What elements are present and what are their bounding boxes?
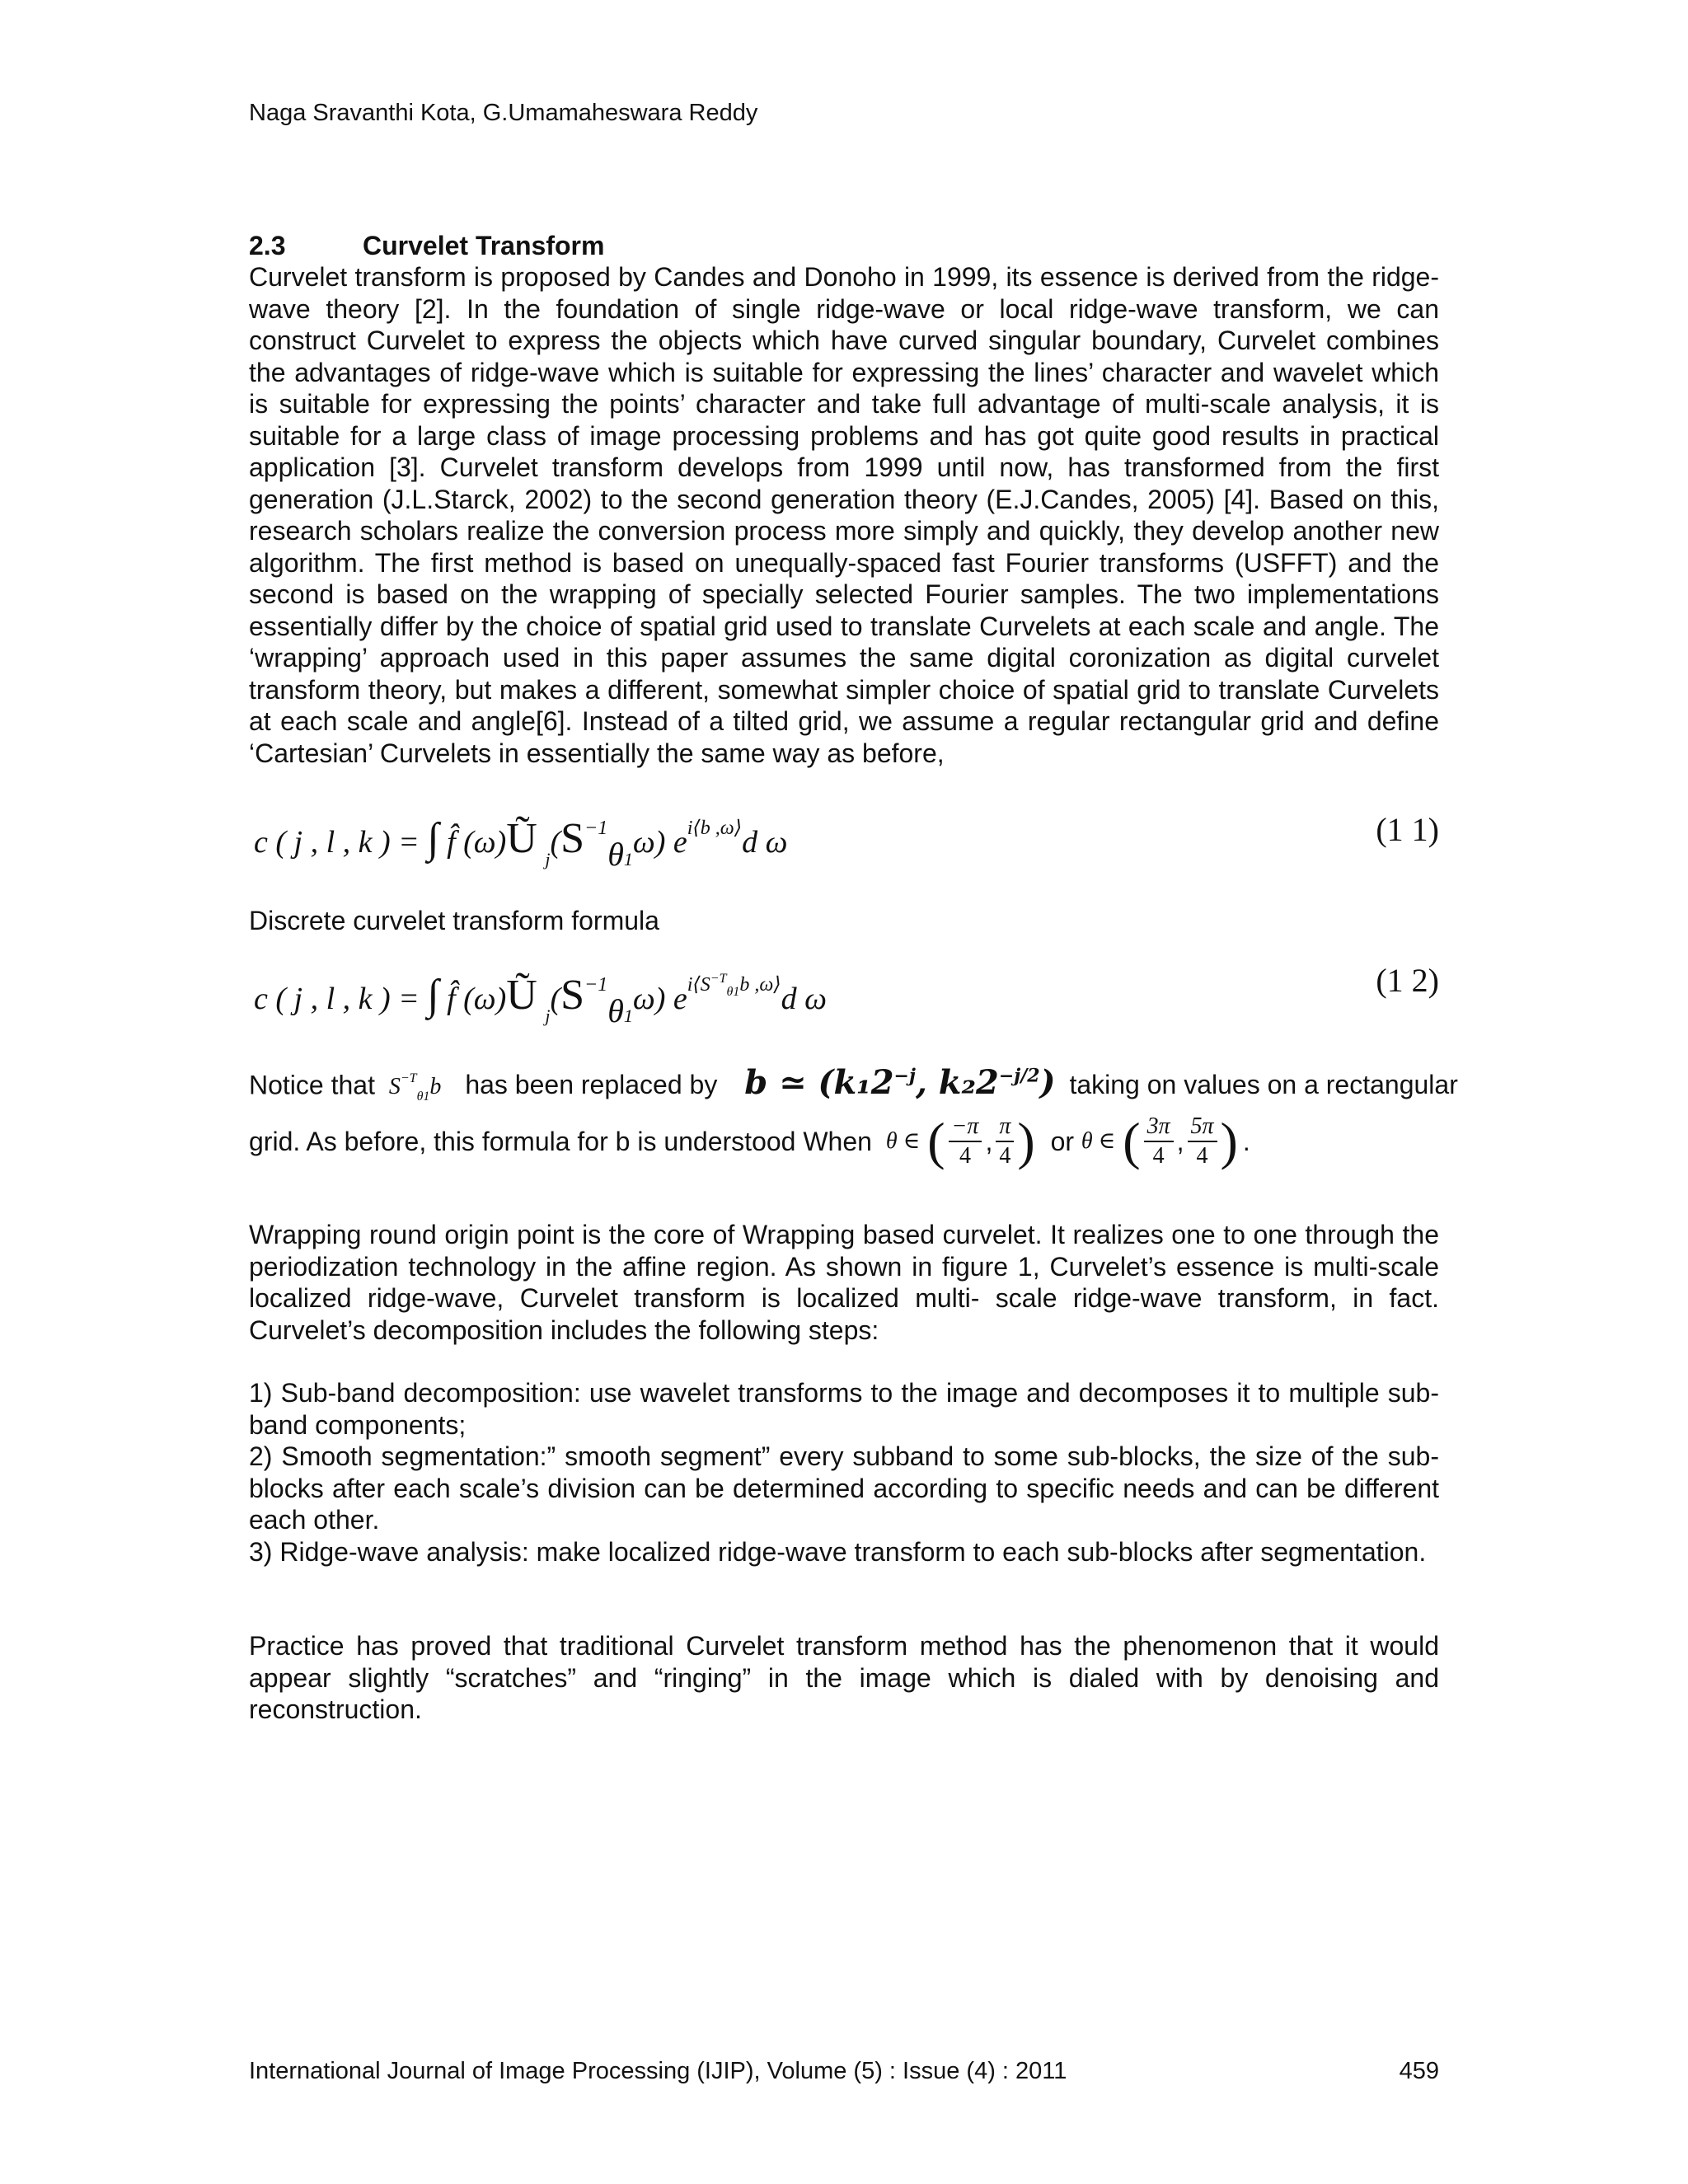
notice-line-2 bbox=[249, 1113, 1439, 1179]
open-paren-1: ( bbox=[927, 1112, 945, 1170]
intro-paragraph bbox=[249, 261, 1439, 769]
equation-11-number: (1 1) bbox=[1376, 811, 1439, 848]
discrete-label bbox=[249, 905, 1439, 937]
practice-paragraph bbox=[249, 1630, 1439, 1726]
eq12-exp-sub: θ1 bbox=[726, 985, 740, 999]
frac4-bot: 4 bbox=[1196, 1143, 1208, 1169]
eq12-integral: ∫ bbox=[427, 972, 439, 1019]
eq12-exp-head: i⟨S bbox=[687, 974, 710, 996]
eq12-open: ( bbox=[550, 982, 561, 1016]
comma-1: , bbox=[985, 1127, 993, 1156]
notice-or: or bbox=[1050, 1127, 1075, 1156]
fraction-5pi-4 bbox=[1188, 1113, 1217, 1170]
frac3-bot: 4 bbox=[1152, 1143, 1165, 1169]
theta-in-1: θ ∈ bbox=[885, 1128, 921, 1154]
wrapping-text: Wrapping round origin point is the core of Wrapping based curvelet. It realizes one to one through the periodization technology in the affine region. As shown in figure 1, Curvelet’s essence is multi-scale localized ridge-wave, Curvelet transform is localized multi- scale ridge-wave transform, in fact. Curvelet’s decomposition includes the following steps: bbox=[249, 1220, 1439, 1345]
frac1-top: −π bbox=[949, 1113, 982, 1142]
step-3: 3) Ridge-wave analysis: make localized ridge-wave transform to each sub-blocks after segmentation. bbox=[249, 1536, 1427, 1567]
b-formula-exp2: −j/2 bbox=[998, 1066, 1040, 1087]
frac4-top: 5π bbox=[1188, 1113, 1217, 1142]
notice-s-term bbox=[388, 1071, 442, 1104]
eq12-S: S bbox=[560, 972, 585, 1019]
b-formula-close: ) bbox=[1039, 1063, 1056, 1103]
fraction-3pi-4 bbox=[1144, 1113, 1174, 1170]
b-formula-head: b ≃ (k₁2 bbox=[744, 1063, 894, 1103]
step-2: 2) Smooth segmentation:” smooth segment” every subband to some sub-blocks, the size of the sub-blocks after each scale’s division can be determined according to specific needs and can be different each other. bbox=[249, 1441, 1439, 1535]
eq12-fhat: f̂ (ω) bbox=[447, 982, 507, 1016]
b-formula bbox=[744, 1063, 1055, 1102]
practice-text: Practice has proved that traditional Curvelet transform method has the phenomenon that it would appear slightly “scratches” and “ringing” in the image which is dialed with by denoising and reconstruction. bbox=[249, 1631, 1439, 1724]
fraction-pi-4 bbox=[996, 1113, 1014, 1170]
close-paren-2: ) bbox=[1220, 1112, 1238, 1170]
section-heading bbox=[249, 230, 604, 261]
eq11-S: S bbox=[560, 815, 585, 862]
eq11-fhat: f̂ (ω) bbox=[447, 825, 507, 860]
footer-journal: International Journal of Image Processing (IJIP), Volume (5) : Issue (4) : 2011 bbox=[249, 2058, 1067, 2084]
eq12-U: Ũ bbox=[506, 972, 537, 1019]
fraction-neg-pi-4 bbox=[949, 1113, 982, 1170]
comma-2: , bbox=[1176, 1127, 1184, 1156]
eq11-inv: −1 bbox=[584, 818, 608, 839]
step-1: 1) Sub-band decomposition: use wavelet transforms to the image and decomposes it to multiple sub-band components; bbox=[249, 1378, 1439, 1440]
discrete-label-text: Discrete curvelet transform formula bbox=[249, 906, 659, 935]
notice-s-b: b bbox=[429, 1074, 442, 1100]
eq12-domega: d ω bbox=[781, 982, 827, 1016]
b-formula-exp1: −j bbox=[893, 1066, 916, 1087]
equation-12 bbox=[249, 954, 1439, 1029]
notice-middle: has been replaced by bbox=[465, 1070, 718, 1100]
eq12-j: j bbox=[545, 1005, 551, 1026]
eq11-omega: ω) e bbox=[632, 825, 687, 860]
eq11-U: Ũ bbox=[506, 815, 537, 862]
b-formula-mid: , k₂2 bbox=[915, 1063, 999, 1103]
eq12-omega: ω) e bbox=[632, 982, 687, 1016]
eq12-theta-sub: 1 bbox=[623, 1005, 633, 1026]
equation-11 bbox=[249, 804, 1439, 873]
eq11-domega: d ω bbox=[742, 825, 788, 860]
steps-list bbox=[249, 1377, 1439, 1568]
notice-s-sup: −T bbox=[400, 1071, 417, 1086]
eq12-exp-sup: −T bbox=[710, 972, 727, 986]
frac3-top: 3π bbox=[1144, 1113, 1174, 1142]
eq11-j: j bbox=[545, 849, 551, 869]
eq11-theta: θ bbox=[607, 836, 624, 873]
footer-page-number: 459 bbox=[1399, 2058, 1439, 2084]
eq11-integral: ∫ bbox=[427, 815, 439, 862]
eq11-open: ( bbox=[550, 825, 561, 860]
frac2-top: π bbox=[996, 1113, 1014, 1142]
open-paren-2: ( bbox=[1123, 1112, 1141, 1170]
eq12-inv: −1 bbox=[584, 974, 608, 996]
eq12-theta: θ bbox=[607, 992, 624, 1029]
theta-in-2: θ ∈ bbox=[1081, 1128, 1116, 1154]
equation-12-number: (1 2) bbox=[1376, 962, 1439, 999]
notice-end: . bbox=[1242, 1127, 1250, 1156]
section-title: Curvelet Transform bbox=[363, 231, 605, 260]
frac1-bot: 4 bbox=[959, 1143, 971, 1169]
section-number: 2.3 bbox=[249, 231, 286, 260]
eq11-theta-sub: 1 bbox=[623, 849, 633, 869]
notice-prefix: Notice that bbox=[249, 1070, 375, 1100]
notice-line2-text: grid. As before, this formula for b is understood When bbox=[249, 1127, 872, 1156]
running-header-authors: Naga Sravanthi Kota, G.Umamaheswara Reddy bbox=[249, 100, 758, 126]
equation-12-body bbox=[254, 954, 827, 1041]
eq12-exponent bbox=[687, 972, 781, 999]
eq11-lhs: c ( j , l , k ) = bbox=[254, 825, 420, 860]
notice-suffix: taking on values on a rectangular bbox=[1069, 1070, 1458, 1100]
eq12-exp-tail: b ,ω⟩ bbox=[739, 974, 781, 996]
notice-line-1 bbox=[249, 1060, 1458, 1113]
wrapping-paragraph bbox=[249, 1219, 1439, 1346]
eq12-lhs: c ( j , l , k ) = bbox=[254, 982, 420, 1016]
close-paren-1: ) bbox=[1017, 1112, 1035, 1170]
notice-s-sub: θ1 bbox=[416, 1090, 430, 1104]
intro-text: Curvelet transform is proposed by Candes and Donoho in 1999, its essence is derived from the ridge-wave theory [2]. In the foundation of single ridge-wave or local ridge-wave transform, we can construct Curvelet to express the objects which have curved singular boundary, Curvelet combines the advantages of ridge-wave which is suitable for expressing the lines’ character and wavelet which is suitable for expressing the points’ character and take full advantage of multi-scale analysis, it is suitable for a large class of image processing problems and has got quite good results in practical application [3]. Curvelet transform develops from 1999 until now, has transformed from the first generation (J.L.Starck, 2002) to the second generation theory (E.J.Candes, 2005) [4]. Based on this, research scholars realize the conversion process more simply and quickly, they develop another new algorithm. The first method is based on unequally-spaced fast Fourier transforms (USFFT) and the second is based on the wrapping of specially selected Fourier samples. The two implementations essentially differ by the choice of spatial grid used to translate Curvelets at each scale and angle. The ‘wrapping’ approach used in this paper assumes the same digital coronization as digital curvelet transform theory, but makes a different, somewhat simpler choice of spatial grid to translate Curvelets at each scale and angle[6]. Instead of a tilted grid, we assume a regular rectangular grid and define ‘Cartesian’ Curvelets in essentially the same way as before, bbox=[249, 262, 1439, 768]
eq11-exponent: i⟨b ,ω⟩ bbox=[687, 818, 743, 839]
frac2-bot: 4 bbox=[999, 1143, 1011, 1169]
equation-11-body bbox=[254, 804, 787, 884]
notice-s: S bbox=[388, 1074, 401, 1100]
